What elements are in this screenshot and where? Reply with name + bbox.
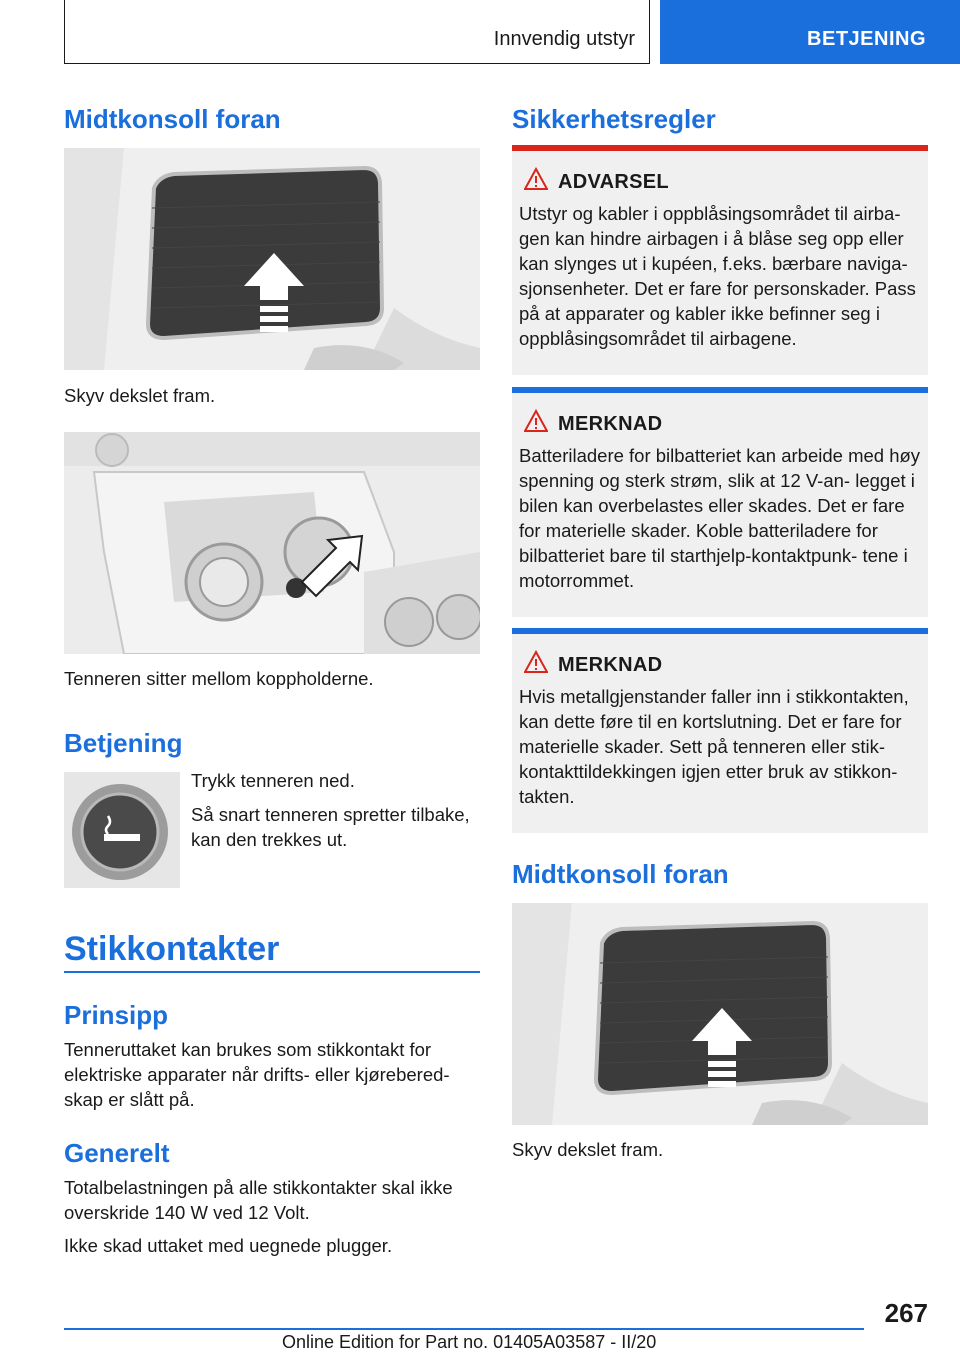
header-chapter-label: BETJENING [807, 28, 926, 50]
footer-edition: Online Edition for Part no. 01405A03587 - II/20 [282, 1332, 657, 1352]
notice-bar-2 [512, 628, 928, 634]
footer-rule [64, 1328, 864, 1330]
section-rule [64, 971, 480, 973]
heading-generelt: Generelt [64, 1138, 170, 1168]
notice-bar-1 [512, 387, 928, 393]
warning-bar [512, 145, 928, 151]
prinsipp-text: Tenneruttaket kan brukes som stikkontakt for elektriske apparater når drifts- eller kjørebered- skap er slått på. [64, 1039, 450, 1110]
header-section-box [64, 0, 650, 64]
heading-prinsipp: Prinsipp [64, 1000, 169, 1030]
warning-box [512, 145, 928, 375]
notice-box-2 [512, 628, 928, 833]
betjening-paragraph-2: Så snart tenneren spretter tilbake, kan den trekkes ut. [191, 804, 470, 850]
notice-title-1: MERKNAD [558, 413, 663, 435]
generelt-paragraph-2: Ikke skad uttaket med uegnede plugger. [64, 1235, 393, 1256]
caption-skyv-dekslet: Skyv dekslet fram. [64, 385, 216, 406]
console-cover-illustration-right [512, 903, 928, 1125]
notice-title-2: MERKNAD [558, 654, 663, 676]
heading-midtkonsoll-right: Midtkonsoll foran [512, 859, 729, 889]
caption-skyv-dekslet-right: Skyv dekslet fram. [512, 1139, 664, 1160]
notice-triangle-icon [524, 409, 548, 433]
cigarette-lighter-image [64, 772, 180, 888]
notice-triangle-icon [524, 650, 548, 674]
notice-text-1: Batteriladere for bilbatteriet kan arbeide med høy spenning og sterk strøm, slik at 12 V-an- legget i bilen kan overbelastes eller skades. Det er fare for materielle skader. Koble batteriladere for bilbatteriet bare til starthjelp-kontaktpunk- tene i motorrommet. [519, 445, 921, 591]
heading-midtkonsoll-left: Midtkonsoll foran [64, 104, 281, 134]
warning-title: ADVARSEL [558, 171, 669, 193]
heading-betjening: Betjening [64, 728, 183, 758]
console-cover-illustration [64, 148, 480, 370]
caption-tenneren-sitter: Tenneren sitter mellom koppholderne. [64, 668, 374, 689]
heading-sikkerhetsregler: Sikkerhetsregler [512, 104, 716, 134]
cupholder-lighter-image [64, 432, 480, 654]
cigarette-lighter-icon [64, 772, 180, 888]
notice-text-2: Hvis metallgjenstander faller inn i stikkontakten, kan dette føre til en kortslutning. Det er fare for materielle skader. Sett på tenneren eller stik- kontakttildekkingen igjen etter bruk av stikkon- takten. [519, 686, 909, 807]
page-number: 267 [884, 1298, 928, 1328]
header-chapter-tab [660, 0, 960, 64]
generelt-paragraph-1: Totalbelastningen på alle stikkontakter skal ikke overskride 140 W ved 12 Volt. [64, 1177, 453, 1223]
heading-stikkontakter: Stikkontakter [64, 930, 280, 968]
console-cover-image [64, 148, 480, 370]
betjening-paragraph-1: Trykk tenneren ned. [191, 770, 355, 791]
console-cover-image-right [512, 903, 928, 1125]
warning-text: Utstyr og kabler i oppblåsingsområdet til airba- gen kan hindre airbagen i å blåse seg opp eller kan slynges ut i kupéen, f.eks. bærbare naviga- sjonsenheter. Det er fare for personskader. Pass på at apparater og kabler ikke befinner seg i oppblåsingsområdet til airbagene. [519, 203, 916, 349]
header-section-title: Innvendig utstyr [493, 28, 635, 50]
cupholder-illustration [64, 432, 480, 654]
warning-triangle-icon [524, 167, 548, 191]
notice-box-1 [512, 387, 928, 617]
